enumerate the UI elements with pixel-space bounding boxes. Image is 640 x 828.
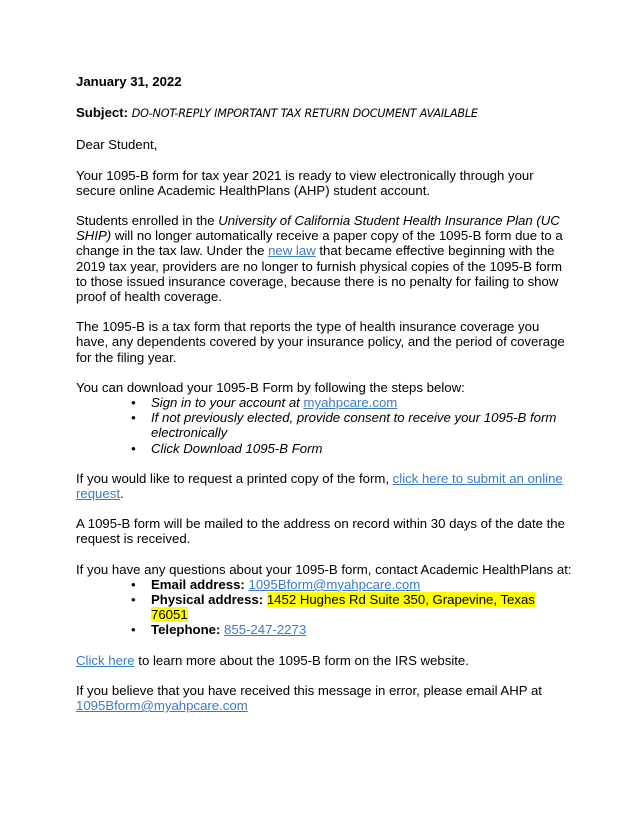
irs-click-here-link[interactable]: Click here <box>76 652 135 668</box>
contact-email <box>76 577 572 592</box>
phone-label: Telephone: <box>151 622 221 638</box>
email-link[interactable]: 1095Bform@myahpcare.com <box>248 576 421 592</box>
p2-text-b: will no longer automatically receive a paper copy of the 1095-B form due to a change in the tax law. Under the <box>76 228 563 259</box>
paragraph-irs <box>76 653 572 668</box>
bullet: • <box>131 410 136 426</box>
bullet: • <box>131 576 136 592</box>
paragraph-ready: Your 1095-B form for tax year 2021 is ready to view electronically through your secure online Academic HealthPlans (AHP) student account. <box>76 167 534 198</box>
paragraph-mailed: A 1095-B form will be mailed to the address on record within 30 days of the date the request is received. <box>76 516 565 547</box>
p8-text: to learn more about the 1095-B form on the IRS website. <box>134 652 469 668</box>
error-email-link[interactable]: 1095Bform@myahpcare.com <box>76 698 248 714</box>
myahpcare-link[interactable]: myahpcare.com <box>303 395 398 411</box>
letter-body <box>76 74 572 713</box>
step-sign-in <box>76 395 572 410</box>
address-label: Physical address: <box>151 592 264 608</box>
step-download-text: Click Download 1095-B Form <box>151 440 323 456</box>
contact-address <box>76 592 572 622</box>
bullet: • <box>131 395 136 411</box>
paragraph-contact-intro: If you have any questions about your 1095-B form, contact Academic HealthPlans at: <box>76 561 572 577</box>
bullet: • <box>131 622 136 638</box>
p5-text-a: If you would like to request a printed copy of the form, <box>76 470 393 486</box>
letter-date: January 31, 2022 <box>76 74 182 89</box>
greeting: Dear Student, <box>76 137 158 153</box>
contact-phone <box>76 622 572 637</box>
step-download <box>76 441 572 456</box>
new-law-link[interactable]: new law <box>268 243 316 259</box>
submit-request-link[interactable]: click here to submit an online request <box>76 470 563 502</box>
plan-name: University of California Student Health Insurance Plan (UC SHIP) <box>76 213 560 244</box>
step-sign-in-text: Sign in to your account at <box>151 395 304 411</box>
p2-text-c: that became effective beginning with the 2019 tax year, providers are no longer to furnish physical copies of the 1095-B form to those issued insurance coverage, because there is no penalty for failing to show proof of health coverage. <box>76 243 563 305</box>
step-consent <box>76 410 572 440</box>
steps-list <box>76 395 572 456</box>
paragraph-definition: The 1095-B is a tax form that reports the type of health insurance coverage you have, any dependents covered by your insurance policy, and the period of coverage for the filing year. <box>76 319 565 365</box>
subject-value: DO-NOT-REPLY IMPORTANT TAX RETURN DOCUMENT AVAILABLE <box>131 107 478 121</box>
bullet: • <box>131 440 136 456</box>
email-label: Email address: <box>151 576 245 592</box>
paragraph-enrolled <box>76 213 572 304</box>
paragraph-error <box>76 683 572 713</box>
p5-text-b: . <box>120 486 124 502</box>
subject-label: Subject: <box>76 105 129 121</box>
p9-text: If you believe that you have received this message in error, please email AHP at <box>76 682 542 698</box>
address-value: 1452 Hughes Rd Suite 350, Grapevine, Texas 76051 <box>151 592 535 623</box>
phone-link[interactable]: 855-247-2273 <box>224 622 307 638</box>
step-consent-line1: If not previously elected, provide consent to receive your 1095-B form <box>151 410 557 426</box>
subject-line <box>76 105 572 121</box>
bullet: • <box>131 592 136 608</box>
step-consent-line2: electronically <box>151 425 228 441</box>
paragraph-steps-intro: You can download your 1095-B Form by following the steps below: <box>76 379 465 395</box>
p2-text-a: Students enrolled in the <box>76 213 219 229</box>
paragraph-printed-copy <box>76 471 572 501</box>
contact-list <box>76 577 572 638</box>
